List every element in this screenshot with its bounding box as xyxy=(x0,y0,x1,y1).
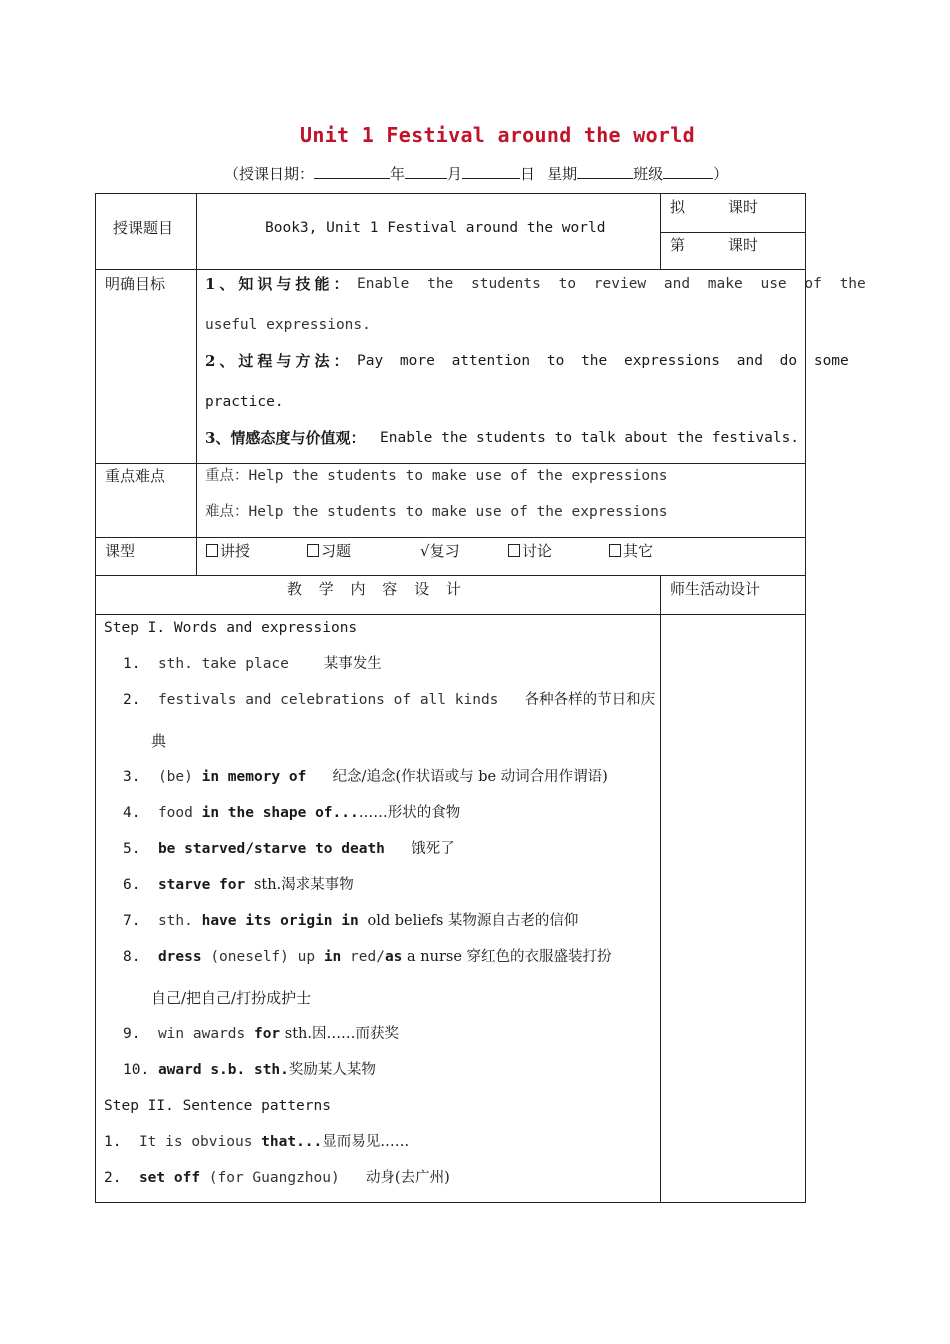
date-blank-day-field xyxy=(314,164,390,179)
item-chinese: 动身(去广州) xyxy=(365,1170,450,1186)
objective-2-continued: practice. xyxy=(205,394,284,410)
option-label: 讨论 xyxy=(522,542,553,560)
year-label: 年 xyxy=(390,165,406,183)
option-discussion xyxy=(508,542,552,560)
item-prefix: sth. xyxy=(157,913,202,929)
item-english: in xyxy=(323,949,342,965)
list-item xyxy=(123,768,608,786)
table-divider xyxy=(95,269,806,270)
item-chinese: sth.因……而获奖 xyxy=(280,1026,399,1042)
item-prefix: (be) xyxy=(157,769,202,785)
objective-2-heading: 2、过程与方法： xyxy=(205,352,353,370)
item-number: 10. xyxy=(123,1062,150,1078)
step-1-title: Step I. Words and expressions xyxy=(104,620,358,636)
item-number: 2. xyxy=(104,1170,122,1186)
item-number: 7. xyxy=(123,913,141,929)
option-label: 复习 xyxy=(429,542,460,560)
table-divider xyxy=(196,193,197,575)
item-number: 4. xyxy=(123,805,141,821)
item-number: 6. xyxy=(123,877,141,893)
item-english: sth. take place xyxy=(157,656,289,672)
list-item xyxy=(123,912,578,930)
item-english: dress xyxy=(157,949,202,965)
option-lecture xyxy=(206,542,250,560)
table-divider xyxy=(95,614,806,615)
period-number-left: 第 xyxy=(670,236,686,254)
lesson-topic: Book3, Unit 1 Festival around the world xyxy=(265,220,606,236)
checkbox-icon xyxy=(609,544,621,557)
item-middle: red/ xyxy=(341,949,385,965)
objectives-label: 明确目标 xyxy=(105,275,166,293)
item-english: starve for xyxy=(157,877,246,893)
item-middle: (for Guangzhou) xyxy=(200,1170,340,1186)
item-english: be starved/starve to death xyxy=(157,841,385,857)
table-divider xyxy=(660,193,661,269)
check-mark-icon: √ xyxy=(420,542,430,560)
period-number-label: 课时 xyxy=(728,236,759,254)
item-prefix: win awards xyxy=(157,1026,254,1042)
item-chinese: 饿死了 xyxy=(411,841,455,857)
month-label: 月 xyxy=(447,165,463,183)
lesson-type-label: 课型 xyxy=(105,542,136,560)
list-item xyxy=(123,691,655,709)
option-label: 习题 xyxy=(321,542,352,560)
item-chinese: sth.渴求某事物 xyxy=(253,877,354,893)
item-number: 3. xyxy=(123,769,141,785)
step-2-title: Step II. Sentence patterns xyxy=(104,1098,331,1114)
day-label: 日 xyxy=(520,165,536,183)
item-prefix: food xyxy=(157,805,202,821)
item-english: set off xyxy=(138,1170,201,1186)
table-divider xyxy=(95,575,806,576)
item-middle: (oneself) up xyxy=(210,949,324,965)
difficult-point: 难点：Help the students to make use of the expressions xyxy=(205,504,668,520)
date-close: ） xyxy=(713,165,729,183)
day-blank xyxy=(462,164,520,179)
list-item xyxy=(123,876,354,894)
plan-left: 拟 xyxy=(670,198,686,216)
checkbox-icon xyxy=(307,544,319,557)
list-item xyxy=(123,655,382,673)
item-number: 8. xyxy=(123,949,141,965)
list-item-continued: 典 xyxy=(151,732,167,750)
weekday-blank xyxy=(577,164,633,179)
list-item xyxy=(123,1025,399,1043)
weekday-label: 星期 xyxy=(547,165,578,183)
item-number: 5. xyxy=(123,841,141,857)
table-divider xyxy=(660,575,661,1203)
item-english: have its origin in xyxy=(201,913,359,929)
activity-design-heading: 师生活动设计 xyxy=(670,580,761,598)
item-english: that... xyxy=(261,1134,323,1150)
list-item xyxy=(104,1133,409,1151)
date-open: （授课日期： xyxy=(224,165,315,183)
checkbox-icon xyxy=(508,544,520,557)
page-title: Unit 1 Festival around the world xyxy=(300,123,695,147)
objective-1-continued: useful expressions. xyxy=(205,317,371,333)
item-chinese: 纪念/追念(作状语或与 be 动词合用作谓语) xyxy=(332,769,608,785)
item-number: 1. xyxy=(123,656,141,672)
item-number: 1. xyxy=(104,1134,122,1150)
item-chinese: ……形状的食物 xyxy=(358,805,461,821)
item-english: in the shape of... xyxy=(201,805,359,821)
date-line xyxy=(224,163,728,184)
focus-point: 重点：Help the students to make use of the expressions xyxy=(205,468,668,484)
option-label: 讲授 xyxy=(220,542,251,560)
item-english: as xyxy=(384,949,403,965)
item-english: award s.b. sth. xyxy=(157,1062,289,1078)
list-item xyxy=(123,948,612,966)
item-english: festivals and celebrations of all kinds xyxy=(157,692,499,708)
item-chinese: 显而易见…… xyxy=(322,1134,410,1150)
objective-1-heading: 1、知识与技能： xyxy=(205,275,353,293)
list-item xyxy=(123,804,460,822)
month-blank xyxy=(405,164,447,179)
item-chinese: 奖励某人某物 xyxy=(288,1062,376,1078)
objective-3-heading: 3、情感态度与价值观： xyxy=(205,429,366,447)
list-item-continued: 自己/把自己/打扮成护士 xyxy=(151,989,312,1007)
item-english: for xyxy=(253,1026,281,1042)
class-blank xyxy=(663,164,713,179)
list-item xyxy=(123,1061,376,1079)
item-number: 9. xyxy=(123,1026,141,1042)
class-label: 班级 xyxy=(633,165,664,183)
objective-1-text: Enable the students to review and make use of the xyxy=(357,276,866,292)
content-design-heading: 教 学 内 容 设 计 xyxy=(287,580,461,598)
objective-2-text: Pay more attention to the expressions and do some xyxy=(357,353,849,369)
checkbox-icon xyxy=(206,544,218,557)
plan-periods-label: 课时 xyxy=(728,198,759,216)
list-item xyxy=(123,840,455,858)
key-points-label: 重点难点 xyxy=(105,467,166,485)
item-chinese: 各种各样的节日和庆 xyxy=(524,692,656,708)
item-chinese: old beliefs 某物源自古老的信仰 xyxy=(367,913,579,929)
item-number: 2. xyxy=(123,692,141,708)
item-chinese: 某事发生 xyxy=(323,656,382,672)
objective-3-text: Enable the students to talk about the festivals. xyxy=(380,430,800,446)
option-exercise xyxy=(307,542,351,560)
item-english: in memory of xyxy=(201,769,307,785)
option-label: 其它 xyxy=(623,542,654,560)
option-other xyxy=(609,542,653,560)
item-chinese: a nurse 穿红色的衣服盛装打扮 xyxy=(402,949,612,965)
topic-label: 授课题目 xyxy=(113,219,174,237)
table-divider xyxy=(95,537,806,538)
option-review xyxy=(420,542,460,560)
item-prefix: It is obvious xyxy=(138,1134,262,1150)
list-item xyxy=(104,1169,450,1187)
table-divider xyxy=(95,463,806,464)
table-divider xyxy=(660,232,806,233)
